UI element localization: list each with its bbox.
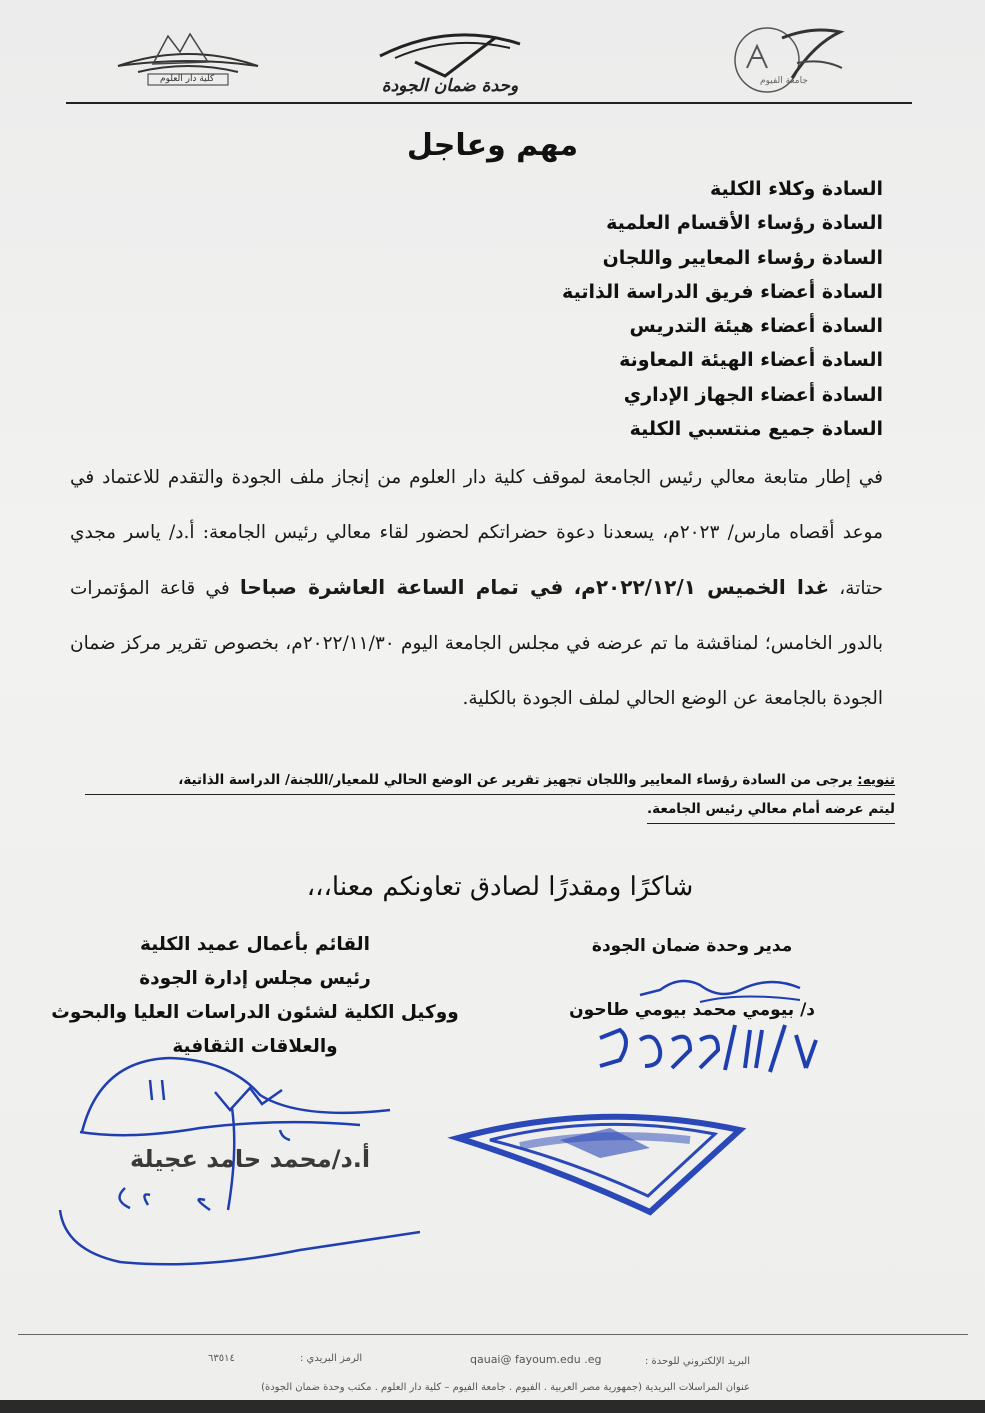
quality-director-signature: [640, 981, 800, 995]
meeting-time: في تمام الساعة العاشرة صباحا: [239, 575, 564, 599]
body-text-part1: في إطار متابعة معالي رئيس الجامعة لموقف كلية دار العلوم من إنجاز ملف الجودة والتقدم للاعتماد في موعد أقصاه مارس/ ٢٠٢٣م، يسعدنا دعوة حضراتكم لحضور لقاء معالي رئيس الجامعة: أ.د/ ياسر مجدي حتاتة،: [70, 467, 884, 599]
footer-email-label: البريد الإلكتروني للوحدة :: [644, 1356, 750, 1367]
note-line2: ليتم عرضه أمام معالي رئيس الجامعة.: [647, 795, 895, 824]
note-line1: يرجى من السادة رؤساء المعايير واللجان تجهيز تقرير عن الوضع الحالي للمعيار/اللجنة/ الدراسة الذاتية،: [178, 772, 858, 788]
addressee: السادة جميع منتسبي الكلية: [629, 418, 883, 441]
dean-name: أ.د/محمد حامد عجيلة: [130, 1145, 371, 1173]
handwritten-date: [600, 1025, 816, 1072]
page-edge-shadow: [0, 1400, 985, 1413]
cultural-relations-title: والعلاقات الثقافية: [172, 1036, 338, 1057]
quality-board-title: رئيس مجلس إدارة الجودة: [139, 968, 371, 989]
addressee: السادة أعضاء هيئة التدريس: [629, 315, 883, 338]
university-logo-caption: جامعة الفيوم: [760, 76, 808, 86]
body-text-part2: في قاعة المؤتمرات بالدور الخامس؛ لمناقشة ما تم عرضه في مجلس الجامعة اليوم ٢٠٢٢/١١/٣٠م، بخصوص تقرير مركز ضمان الجودة بالجامعة عن الوضع الحالي لملف الجودة بالكلية.: [70, 578, 883, 709]
addressee: السادة رؤساء المعايير واللجان: [602, 246, 883, 269]
addressee: السادة وكلاء الكلية: [709, 178, 883, 200]
footer-address: عنوان المراسلات البريدية (جمهورية مصر العربية . الفيوم . جامعة الفيوم – كلية دار العلوم . مكتب وحدة ضمان الجودة): [261, 1382, 750, 1393]
addressee: السادة أعضاء الجهاز الإداري: [623, 383, 883, 406]
vice-dean-title: ووكيل الكلية لشئون الدراسات العليا والبحوث: [51, 1002, 459, 1023]
faculty-logo-caption: كلية دار العلوم: [160, 74, 215, 84]
quality-unit-name: وحدة ضمان الجودة: [381, 76, 519, 96]
note-label: تنويه:: [857, 772, 895, 788]
footer-postal-label: الرمز البريدي :: [300, 1353, 363, 1364]
footer-email: qauai@ fayoum.edu .eg: [470, 1353, 602, 1366]
document-title: مهم وعاجل: [406, 128, 579, 163]
footer-divider: [18, 1334, 968, 1335]
dean-signature: [60, 1058, 420, 1264]
addressee: السادة أعضاء فريق الدراسة الذاتية: [562, 280, 883, 303]
quality-director-title: مدير وحدة ضمان الجودة: [591, 936, 793, 956]
addressee: السادة رؤساء الأقسام العلمية: [606, 212, 883, 235]
meeting-date: غدا الخميس ٢٠٢٢/١٢/١م،: [573, 575, 830, 599]
footer-postal-code: ٦٣٥١٤: [208, 1353, 235, 1364]
quality-director-name: د/ بيومي محمد بيومي طاحون: [569, 1000, 815, 1020]
closing-line: شاكرًا ومقدرًا لصادق تعاونكم معنا،،،: [306, 872, 694, 902]
quality-unit-stamp: [458, 1117, 740, 1212]
dean-title: القائم بأعمال عميد الكلية: [140, 934, 370, 955]
addressee: السادة أعضاء الهيئة المعاونة: [619, 349, 883, 372]
